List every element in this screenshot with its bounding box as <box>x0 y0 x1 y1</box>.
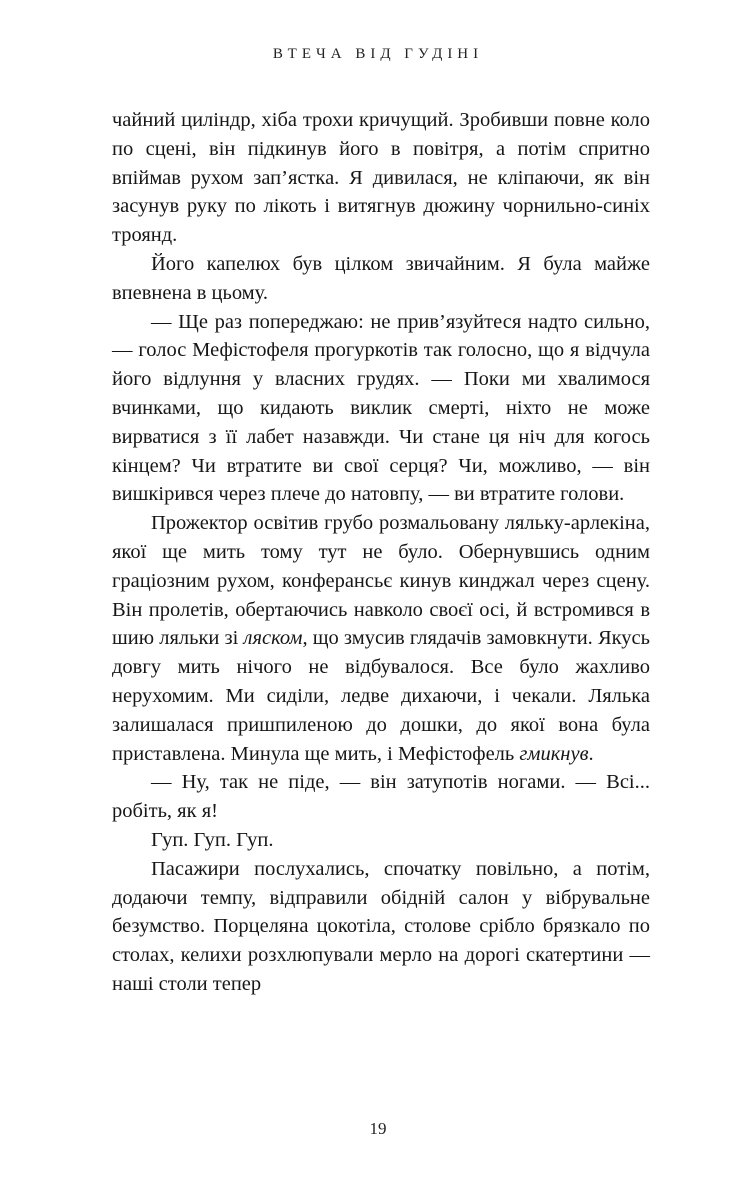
running-header: ВТЕЧА ВІД ГУДІНІ <box>272 46 484 62</box>
body-text: Гуп. Гуп. Гуп. <box>151 828 274 851</box>
body-text: Пасажири послухались, спочатку повільно, а потім, додаючи темпу, відправили обідній салон у вібрувальне безумство. Порцеляна цокотіла, столове срібло брязкало по столах, келихи розхлюпували мерло на дорогі скатертини — наші столи тепер <box>112 857 650 995</box>
body-text: — Ще раз попереджаю: не прив’язуйтеся надто сильно, — голос Мефістофеля прогуркотів так голосно, що я відчула його відлуння у власних грудях. — Поки ми хвалимося вчинками, що кидають виклик смерті, ніхто не може вирватися з її лабет назавжди. Чи стане ця ніч для когось кінцем? Чи втратите ви свої серця? Чи, можливо, — він вишкірився через плече до натовпу, — ви втратите голови. <box>112 310 650 506</box>
paragraph <box>112 250 650 308</box>
paragraph <box>112 308 650 510</box>
italic-text: гмикнув <box>519 742 589 765</box>
paragraph <box>112 826 650 855</box>
body-text: . <box>588 742 594 765</box>
body-text: — Ну, так не піде, — він затупотів ногами. — Всі... робіть, як я! <box>112 771 650 823</box>
body-text: Прожектор освітив грубо розмальовану ляльку-арлекіна, якої ще мить тому тут не було. Обернувшись одним граціозним рухом, конферансьє кинув кинджал через сцену. Він пролетів, обертаючись навколо своєї осі, й встромився в шию ляльки зі <box>112 512 650 650</box>
paragraph <box>112 768 650 826</box>
paragraph <box>112 855 650 999</box>
page-body-text <box>112 106 650 999</box>
italic-text: ляском <box>243 627 303 650</box>
paragraph <box>112 106 650 250</box>
body-text: Його капелюх був цілком звичайним. Я була майже впевнена в цьому. <box>112 252 650 304</box>
paragraph <box>112 509 650 768</box>
body-text: чайний циліндр, хіба трохи кричущий. Зробивши повне коло по сцені, він підкинув його в повітря, а потім спритно впіймав рухом зап’ястка. Я дивилася, не кліпаючи, як він засунув руку по лікоть і витягнув дюжину чорнильно-синіх троянд. <box>112 109 650 247</box>
body-text: , що змусив глядачів замовкнути. Якусь довгу мить нічого не відбувалося. Все було жахливо нерухомим. Ми сиділи, ледве дихаючи, і чекали. Лялька залишалася пришпиленою до дошки, до якої вона була приставлена. Минула ще мить, і Мефістофель <box>112 627 650 765</box>
page-number: 19 <box>369 1119 387 1138</box>
